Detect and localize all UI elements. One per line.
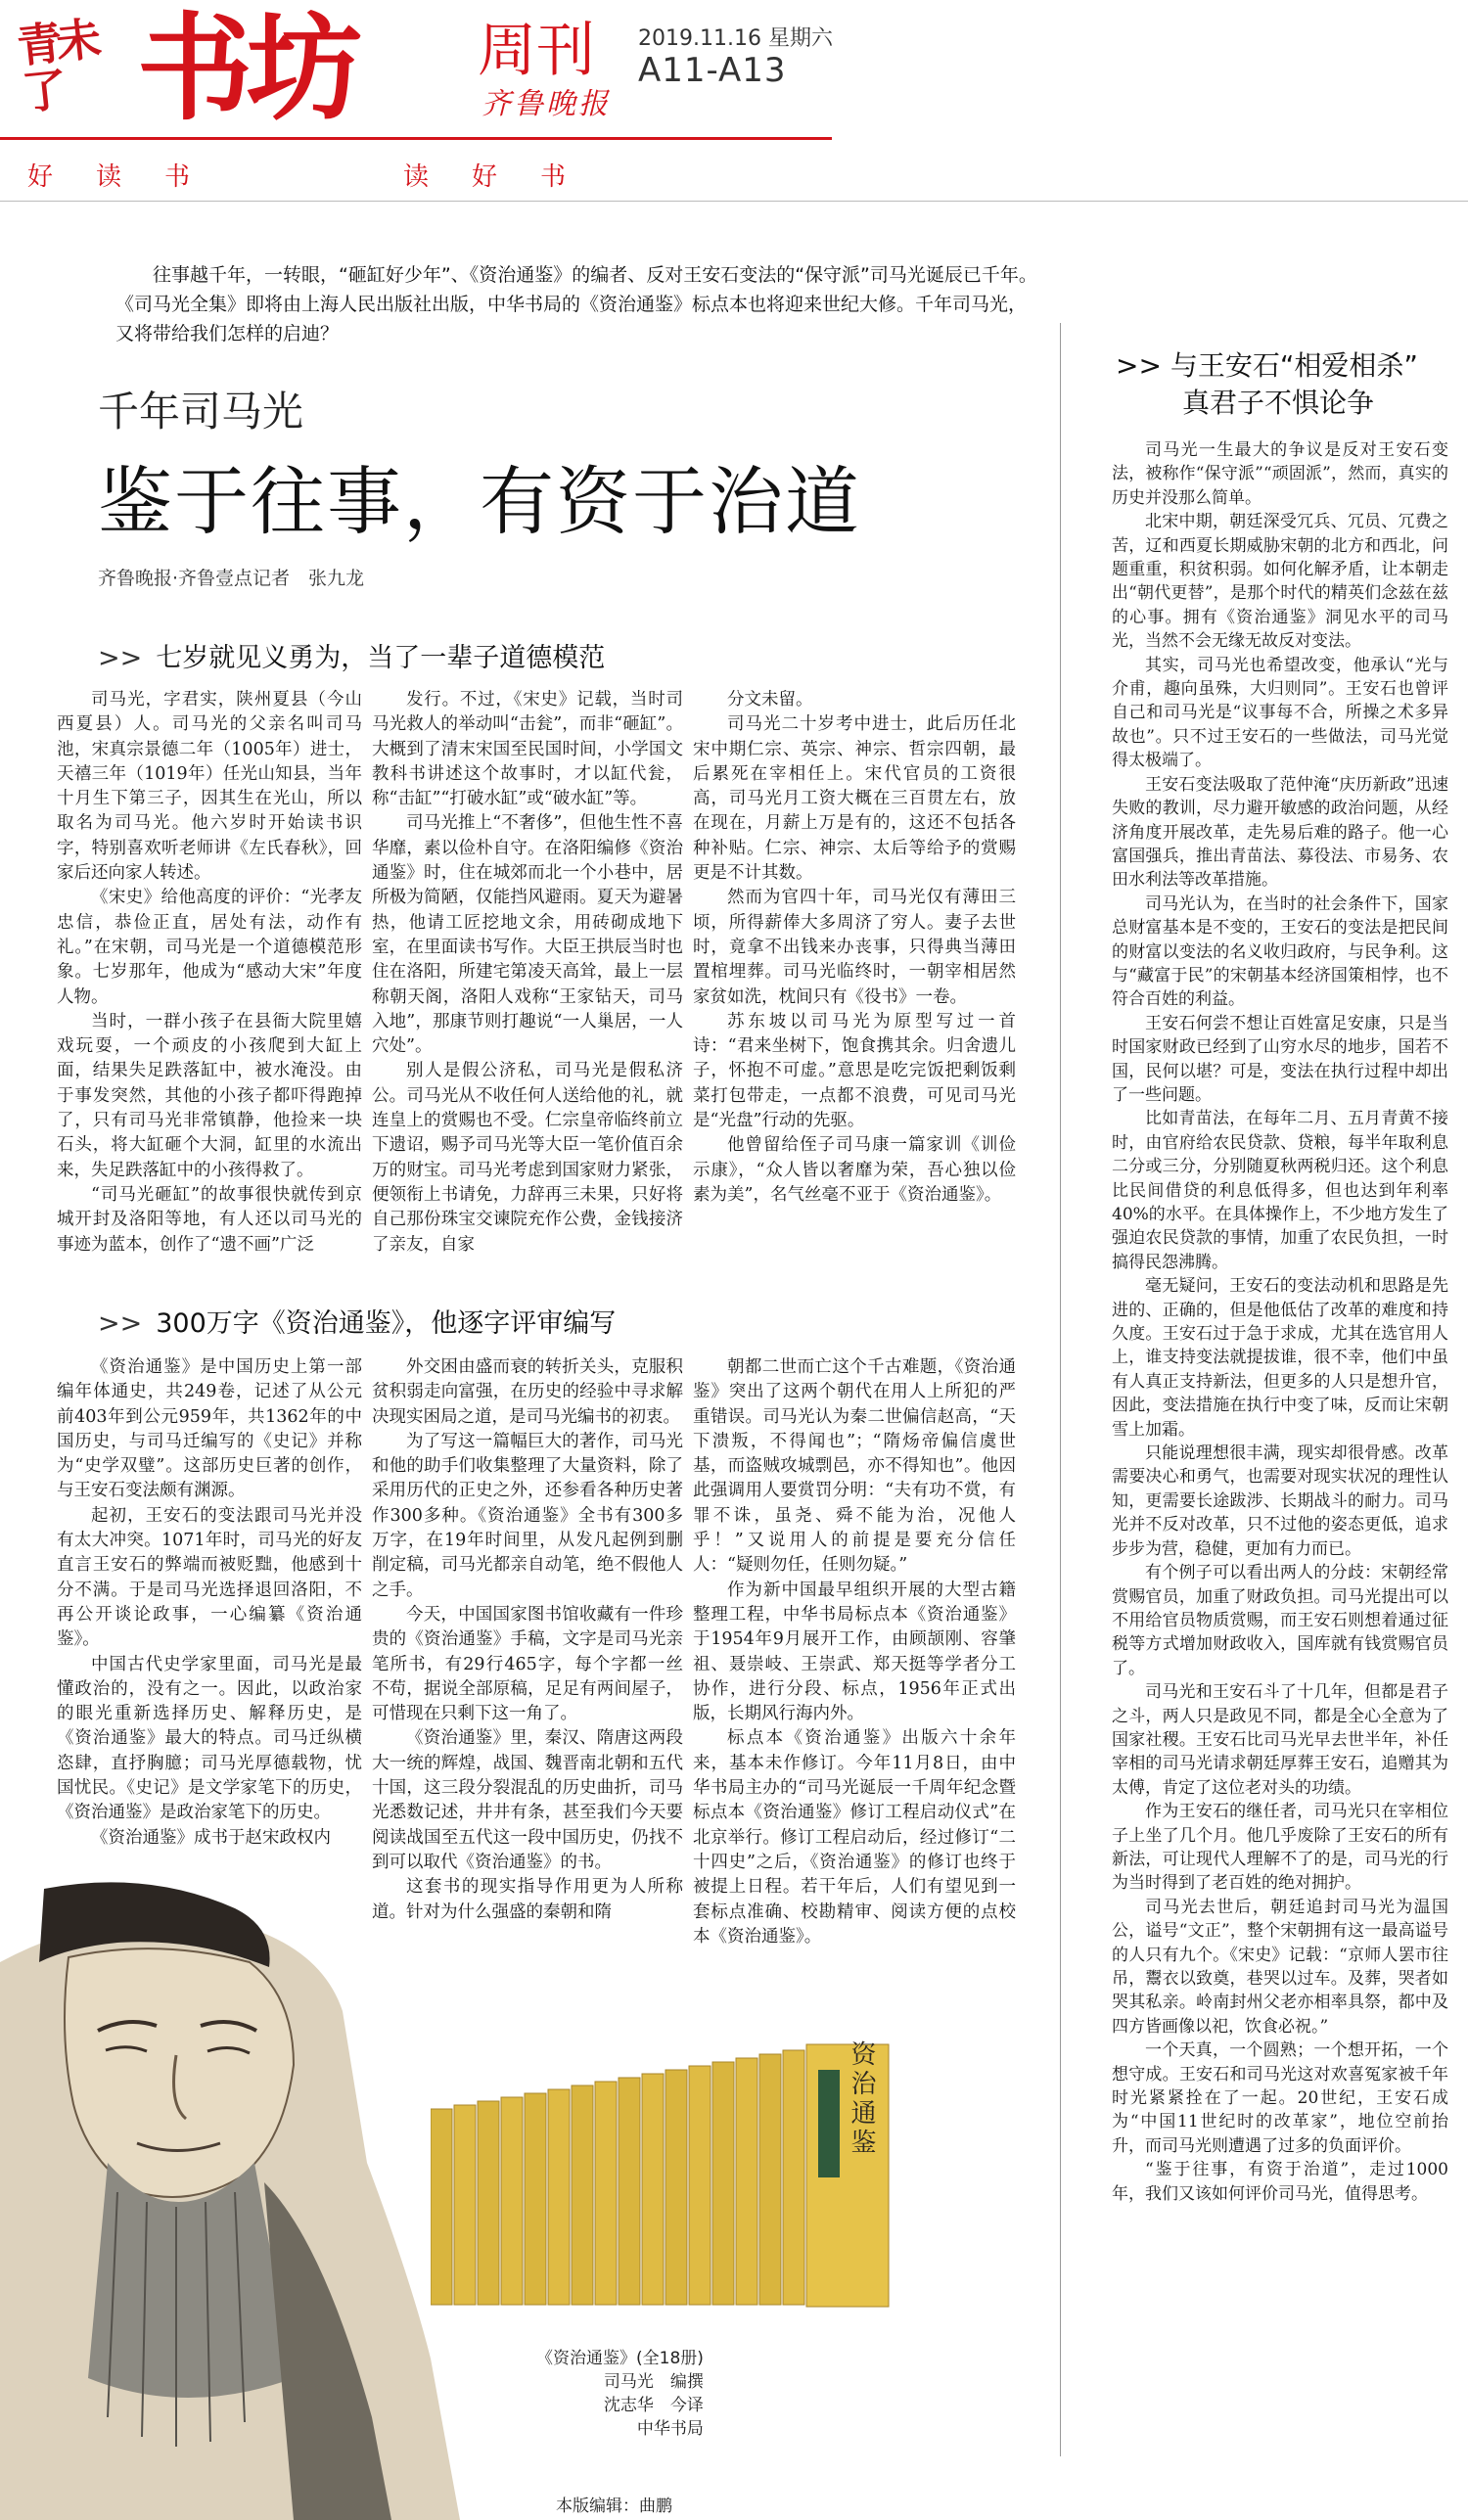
paragraph: 今天，中国国家图书馆收藏有一件珍贵的《资治通鉴》手稿，文字是司马光亲笔所书，有29行465字，每个字都一丝不苟，据说全部原稿，足足有两间屋子，可惜现在只剩下这一角了。 [372, 1604, 683, 1724]
paragraph: 《资治通鉴》成书于赵宋政权内 [91, 1827, 331, 1848]
paragraph: “鉴于往事，有资于治道”，走过1000年，我们又该如何评价司马光，值得思考。 [1112, 2160, 1448, 2204]
paragraph: 然而为官四十年，司马光仅有薄田三顷，所得薪俸大多周济了穷人。妻子去世时，竟拿不出钱来办丧事，只得典当薄田置棺埋葬。司马光临终时，一朝宰相居然家贫如洗，枕间只有《役书》一卷。 [693, 888, 1016, 1007]
article-column [57, 688, 362, 1256]
paragraph: 他曾留给侄子司马康一篇家训《训俭示康》，“众人皆以奢靡为荣，吾心独以俭素为美”，名气丝毫不亚于《资治通鉴》。 [693, 1135, 1016, 1205]
paragraph: 北宋中期，朝廷深受冗兵、冗员、冗费之苦，辽和西夏长期威胁宋朝的北方和西北，问题重重，积贫积弱。如何化解矛盾，让本朝走出“朝代更替”，是那个时代的精英们念兹在兹的心事。拥有《资治通鉴》洞见水平的司马光，当然不会无缘无故反对变法。 [1112, 512, 1448, 652]
byline: 齐鲁晚报·齐鲁壹点记者 张九龙 [98, 568, 365, 589]
paragraph: 有个例子可以看出两人的分歧：宋朝经常赏赐官员，加重了财政负担。司马光提出可以不用给官员物质赏赐，而王安石则想着通过征税等方式增加财政收入，国库就有钱赏赐官员了。 [1112, 1563, 1448, 1678]
paragraph: 作为新中国最早组织开展的大型古籍整理工程，中华书局标点本《资治通鉴》于1954年9月展开工作，由顾颉刚、容肇祖、聂崇岐、王崇武、郑天挺等学者分工协作，进行分段、标点，1956年正式出版，长期风行海内外。 [693, 1580, 1016, 1724]
article-column [372, 688, 683, 1256]
paragraph: 一个天真，一个圆熟；一个想开拓，一个想守成。王安石和司马光这对欢喜冤家被千年时光紧紧拴在了一起。20世纪，王安石成为“中国11世纪时的改革家”，地位空前抬升，而司马光则遭遇了过多的负面评价。 [1112, 2040, 1448, 2156]
qilu-wanbao-logo: 齐鲁晚报 [482, 87, 611, 121]
paragraph: 其实，司马光也希望改变，他承认“光与介甫，趣向虽殊，大归则同”。王安石也曾评自己和司马光是“议事每不合，所操之术多异故也”。只不过王安石的一些做法，司马光觉得太极端了。 [1112, 655, 1448, 771]
column-divider [1060, 323, 1061, 2456]
qingliao-logo: 青未了 [14, 12, 99, 120]
paragraph: 作为王安石的继任者，司马光只在宰相位子上坐了几个月。他几乎废除了王安石的所有新法，可让现代人理解不了的是，司马光的行为当时得到了老百姓的绝对拥护。 [1112, 1802, 1448, 1894]
book-spines [431, 2050, 804, 2305]
paragraph: 毫无疑问，王安石的变法动机和思路是先进的、正确的，但是他低估了改革的难度和持久度。王安石过于急于求成，尤其在选官用人上，谁支持变法就提拔谁，很不幸，他们中虽有人真正支持新法，但更多的人只是想升官，因此，变法措施在执行中变了味，反而让宋朝雪上加霜。 [1112, 1276, 1448, 1440]
paragraph: 司马光推上“不奢侈”，但他生性不喜华靡，素以俭朴自守。在洛阳编修《资治通鉴》时，住在城郊而北一个小巷中，居所极为简陋，仅能挡风避雨。夏天为避暑热，他请工匠挖地文余，用砖砌成地下室，在里面读书写作。大臣王拱辰当时也住在洛阳，所建宅第凌天高耸，最上一层称朝天阁，洛阳人戏称“王家钻天，司马入地”，那康节则打趣说“一人巢居，一人穴处”。 [372, 813, 683, 1057]
paragraph: 《宋史》给他高度的评价：“光孝友忠信，恭俭正直，居处有法，动作有礼。”在宋朝，司马光是一个道德模范形象。七岁那年，他成为“感动大宋”年度人物。 [57, 888, 362, 1007]
caption-line: 中华书局 [636, 2419, 704, 2439]
paragraph: 司马光一生最大的争议是反对王安石变法，被称作“保守派”“顽固派”，然而，真实的历史并没那么简单。 [1112, 440, 1448, 508]
kicker: 千年司马光 [98, 388, 304, 435]
paragraph: 外交困由盛而衰的转折关头，克服积贫积弱走向富强，在历史的经验中寻求解决现实困局之道，是司马光编书的初衷。 [372, 1357, 683, 1427]
paragraph: 当时，一群小孩子在县衙大院里嬉戏玩耍，一个顽皮的小孩爬到大缸上面，结果失足跌落缸中，被水淹没。由于事发突然，其他的小孩子都吓得跑掉了，只有司马光非常镇静，他捡来一块石头，将大缸砸个大洞，缸里的水流出来，失足跌落缸中的小孩得救了。 [57, 1011, 362, 1180]
paragraph: 发行。不过，《宋史》记载，当时司马光救人的举动叫“击瓮”，而非“砸缸”。大概到了清末宋国至民国时间，小学国文教科书讲述这个故事时，才以缸代瓮，称“击缸”“打破水缸”或“破水缸”等。 [372, 690, 683, 809]
paragraph: 标点本《资治通鉴》出版六十余年来，基本未作修订。今年11月8日，由中华书局主办的“司马光诞辰一千周年纪念暨标点本《资治通鉴》修订工程启动仪式”在北京举行。修订工程启动后，经过修订“二十四史”之后，《资治通鉴》的修订也终于被提上日程。若干年后，人们有望见到一套标点准确、校勘精审、阅读方便的点校本《资治通鉴》。 [693, 1728, 1016, 1947]
paragraph: 王安石何尝不想让百姓富足安康，只是当时国家财政已经到了山穷水尽的地步，国若不国，民何以堪？可是，变法在执行过程中却出了一些问题。 [1112, 1013, 1448, 1105]
paragraph: 分文未留。 [727, 690, 813, 710]
section-heading-1 [98, 636, 605, 674]
book-cover-title: 资治通鉴 [847, 2040, 876, 2158]
paragraph: 这套书的现实指导作用更为人所称道。针对为什么强盛的秦朝和隋 [372, 1877, 683, 1922]
slogan-left: 好读书 [27, 162, 234, 192]
paragraph: 起初，王安石的变法跟司马光并没有太大冲突。1071年时，司马光的好友直言王安石的弊端而被贬黜，他感到十分不满。于是司马光选择退回洛阳，不再公开谈论政事，一心编纂《资治通鉴》。 [57, 1505, 362, 1650]
article-column [57, 1355, 362, 1874]
caption-line: 《资治通鉴》(全18册) [536, 2349, 704, 2368]
cover-label-band [818, 2070, 840, 2177]
zhoukan-logo: 周刊 [478, 17, 595, 85]
paragraph: 司马光，字君实，陕州夏县（今山西夏县）人。司马光的父亲名叫司马池，宋真宗景德二年（1005年）进士，天禧三年（1019年）任光山知县，当年十月生下第三子，因其生在光山，所以取名为司马光。他六岁时开始读书识字，特别喜欢听老师讲《左氏春秋》，回家后还向家人转述。 [57, 690, 362, 884]
paragraph: 司马光二十岁考中进士，此后历任北宋中期仁宗、英宗、神宗、哲宗四朝，最后累死在宰相任上。宋代官员的工资很高，司马光月工资大概在三百贯左右，放在现在，月薪上万是有的，这还不包括各种补贴。仁宗、神宗、太后等给予的赏赐更是不计其数。 [693, 714, 1016, 884]
slogan-right: 读好书 [403, 162, 610, 192]
section-heading-2 [98, 1302, 616, 1340]
issue-date: 2019.11.16 星期六 [638, 26, 833, 51]
article-column [693, 1355, 1016, 2031]
paragraph: 司马光去世后，朝廷追封司马光为温国公，谥号“文正”，整个宋朝拥有这一最高谥号的人只有九个。《宋史》记载：“京师人罢市往吊，鬻衣以致奠，巷哭以过车。及葬，哭者如哭其私亲。岭南封州父老亦相率具祭，都中及四方皆画像以祀，饮食必祝。” [1112, 1897, 1448, 2037]
slogan-rule [0, 201, 1468, 202]
section-heading-3 [1116, 347, 1418, 422]
caption-line: 司马光 编撰 [603, 2372, 704, 2392]
paragraph: 司马光和王安石斗了十几年，但都是君子之斗，两人只是政见不同，都是全心全意为了国家社稷。王安石比司马光早去世半年，补任宰相的司马光请求朝廷厚葬王安石，追赠其为太傅，肯定了这位老对头的功绩。 [1112, 1682, 1448, 1798]
paragraph: 比如青苗法，在每年二月、五月青黄不接时，由官府给农民贷款、贷粮，每半年取利息二分或三分，分别随夏秋两税归还。这个利息比民间借贷的利息低得多，但也达到年利率40%的水平。在具体操作上，不少地方发生了强迫农民贷款的事情，加重了农民负担，一时搞得民怨沸腾。 [1112, 1109, 1448, 1272]
paragraph: 苏东坡以司马光为原型写过一首诗：“君来坐树下，饱食携其余。归舍遗儿子，怀抱不可虚。”意思是吃完饭把剩饭剩菜打包带走，一点都不浪费，可见司马光是“光盘”行动的先驱。 [693, 1011, 1016, 1131]
shufang-logo: 书坊 [137, 1, 357, 136]
paragraph: 朝都二世而亡这个千古难题，《资治通鉴》突出了这两个朝代在用人上所犯的严重错误。司马光认为秦二世偏信赵高，“天下溃叛，不得闻也”；“隋炀帝偏信虞世基，而盗贼攻城剽邑，亦不得知也”。他因此强调用人要赏罚分明：“夫有功不赏，有罪不诛，虽尧、舜不能为治，况他人乎！”又说用人的前提是要充分信任人：“疑则勿任，任则勿疑。” [693, 1357, 1016, 1576]
paragraph: 别人是假公济私，司马光是假私济公。司马光从不收任何人送给他的礼，就连皇上的赏赐也不受。仁宗皇帝临终前立下遗诏，赐予司马光等大臣一笔价值百余万的财宝。司马光考虑到国家财力紧张，便领衔上书请免，力辞再三未果，只好将自己那份珠宝交谏院充作公费，金钱接济了亲友，自家 [372, 1061, 683, 1255]
paragraph: 中国古代史学家里面，司马光是最懂政治的，没有之一。因此，以政治家的眼光重新选择历史、解释历史，是《资治通鉴》最大的特点。司马迁纵横恣肆，直抒胸臆；司马光厚德载物，忧国忧民。《史记》是文学家笔下的历史，《资治通鉴》是政治家笔下的历史。 [57, 1654, 362, 1823]
paragraph: 《资治通鉴》是中国历史上第一部编年体通史，共249卷，记述了从公元前403年到公元959年，共1362年的中国历史，与司马迁编写的《史记》并称为“史学双璧”。这部历史巨著的创作，与王安石变法颇有渊源。 [57, 1357, 362, 1501]
page-range: A11-A13 [638, 51, 787, 90]
chevron-marker-icon: >> [98, 643, 143, 673]
paragraph: 为了写这一篇幅巨大的著作，司马光和他的助手们收集整理了大量资料，除了采用历代的正史之外，还参看各种历史著作300多种。《资治通鉴》全书有300多万字，在19年时间里，从发凡起例到删削定稿，司马光都亲自动笔，绝不假他人之手。 [372, 1431, 683, 1600]
section-title: 300万字《资治通鉴》，他逐字评审编写 [156, 1308, 617, 1339]
paragraph: “司马光砸缸”的故事很快就传到京城开封及洛阳等地，有人还以司马光的事迹为蓝本，创作了“遗不画”广泛 [57, 1184, 362, 1255]
paragraph: 只能说理想很丰满，现实却很骨感。改革需要决心和勇气，也需要对现实状况的理性认知，更需要长途跋涉、长期战斗的耐力。司马光并不反对改革，只不过他的姿态更低，追求步步为营，稳健，更加有力而已。 [1112, 1443, 1448, 1559]
paragraph: 王安石变法吸取了范仲淹“庆历新政”迅速失败的教训，尽力避开敏感的政治问题，从经济角度开展改革，走先易后难的路子。他一心富国强兵，推出青苗法、募役法、市易务、农田水利法等改革措施。 [1112, 774, 1448, 891]
intro-paragraph: 往事越千年，一转眼，“砸缸好少年”、《资治通鉴》的编者、反对王安石变法的“保守派”司马光诞辰已千年。《司马光全集》即将由上海人民出版社出版，中华书局的《资治通鉴》标点本也将迎来世纪大修。千年司马光，又将带给我们怎样的启迪？ [115, 264, 1037, 344]
page-editor: 本版编辑：曲鹏 [556, 2497, 672, 2516]
section-title: 七岁就见义勇为，当了一辈子道德模范 [156, 643, 606, 673]
paragraph: 《资治通鉴》里，秦汉、隋唐这两段大一统的辉煌，战国、魏晋南北朝和五代十国，这三段分裂混乱的历史曲折，司马光悉数记述，井井有条，甚至我们今天要阅读战国至五代这一段中国历史，仍找不到可以取代《资治通鉴》的书。 [372, 1728, 683, 1872]
paragraph: 司马光认为，在当时的社会条件下，国家总财富基本是不变的，王安石的变法是把民间的财富以变法的名义收归政府，与民争利。这与“藏富于民”的宋朝基本经济国策相悖，也不符合百姓的利益。 [1112, 893, 1448, 1010]
headline: 鉴于往事，有资于治道 [98, 458, 861, 545]
zizhi-tongjian-book-set [431, 2031, 891, 2314]
section-title: 与王安石“相爱相杀” [1170, 349, 1418, 382]
masthead-rule [0, 137, 832, 140]
caption-line: 沈志华 今译 [603, 2396, 704, 2415]
article-column [1112, 438, 1448, 2484]
section-subtitle: 真君子不惧论争 [1182, 387, 1375, 419]
book-caption [536, 2347, 704, 2441]
chevron-marker-icon: >> [98, 1308, 143, 1339]
chevron-marker-icon: >> [1116, 349, 1162, 382]
article-column [693, 688, 1016, 1256]
